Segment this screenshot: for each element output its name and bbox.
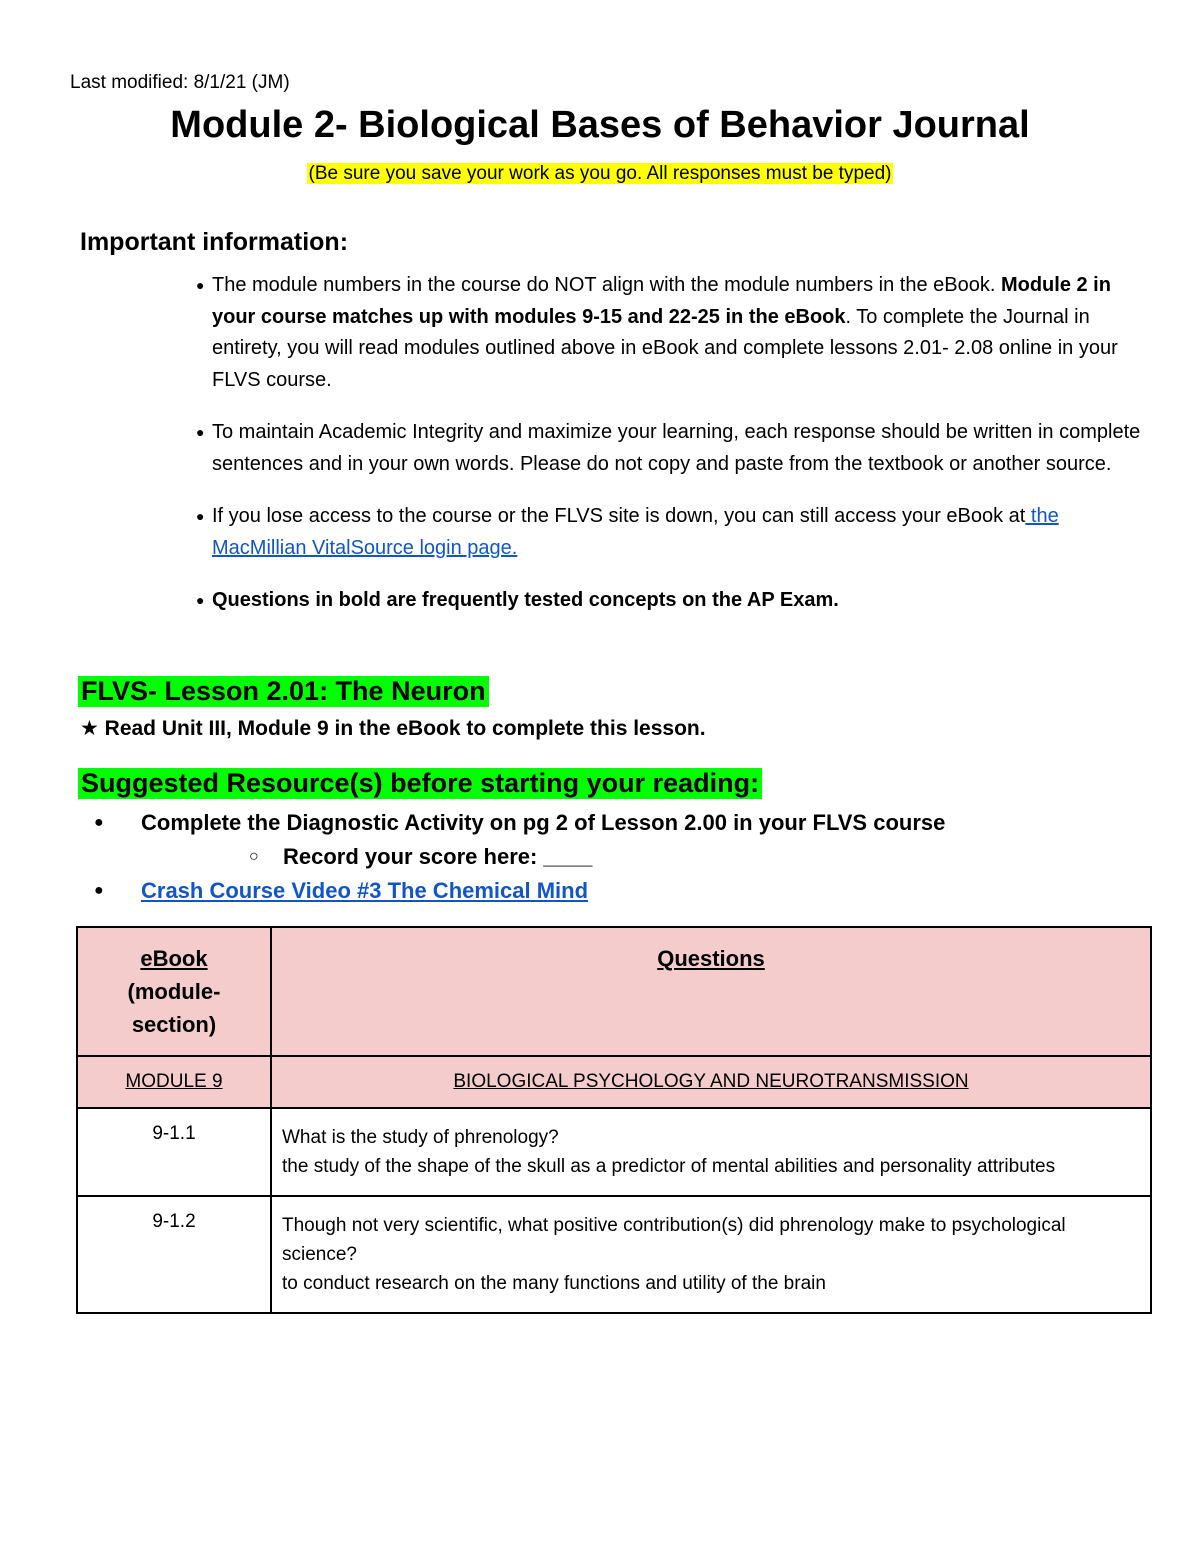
table-header-row <box>77 927 1151 1056</box>
suggested-heading: Suggested Resource(s) before starting your reading: <box>78 768 762 799</box>
bullet-bold-text: Module 2 in your course matches up with modules 9-15 and 22-25 in the eBook <box>212 274 1111 328</box>
subtitle: (Be sure you save your work as you go. All responses must be typed) <box>308 163 892 184</box>
important-heading: Important information: <box>80 228 349 256</box>
lesson-heading: FLVS- Lesson 2.01: The Neuron <box>78 676 489 707</box>
module-row <box>77 1056 1151 1108</box>
section-cell: 9-1.1 <box>77 1108 271 1196</box>
list-item <box>196 417 1156 480</box>
important-list <box>196 270 1156 638</box>
bullet-text: Questions in bold are frequently tested concepts on the AP Exam. <box>212 589 839 611</box>
read-instruction: ★ Read Unit III, Module 9 in the eBook to complete this lesson. <box>80 717 706 740</box>
item-text: Complete the Diagnostic Activity on pg 2 of Lesson 2.00 in your FLVS course <box>141 810 946 835</box>
section-cell: 9-1.2 <box>77 1196 271 1313</box>
suggested-list <box>94 806 945 908</box>
bullet-icon: ● <box>196 592 205 608</box>
module-title-cell <box>271 1056 1151 1108</box>
list-item <box>196 501 1156 564</box>
bullet-icon: ● <box>196 508 205 524</box>
module-title: BIOLOGICAL PSYCHOLOGY AND NEUROTRANSMISSION <box>453 1071 969 1092</box>
bullet-text: To maintain Academic Integrity and maximize your learning, each response should be written in complete sentences and in your own words. Please do not copy and paste from the textbook or another source. <box>212 421 1141 475</box>
bullet-icon: ● <box>94 814 104 831</box>
question-cell[interactable] <box>271 1108 1151 1196</box>
list-item <box>196 585 1156 617</box>
questions-table <box>76 926 1152 1314</box>
header-ebook-sub: (module-section) <box>127 979 221 1037</box>
list-item <box>94 874 945 908</box>
module-label: MODULE 9 <box>125 1071 223 1092</box>
header-ebook-label: eBook <box>140 946 208 971</box>
bullet-icon: ● <box>196 277 205 293</box>
list-subitem <box>94 840 945 874</box>
list-item <box>94 806 945 840</box>
header-questions-label: Questions <box>657 946 765 971</box>
question-cell[interactable] <box>271 1196 1151 1313</box>
circle-bullet-icon: ○ <box>249 848 259 865</box>
table-row <box>77 1108 1151 1196</box>
bullet-icon: ● <box>94 882 104 899</box>
subtitle-wrap <box>0 163 1200 185</box>
bullet-text: If you lose access to the course or the FLVS site is down, you can still access your eBook at <box>212 505 1026 527</box>
question-text: Though not very scientific, what positive contribution(s) did phrenology make to psychological science? <box>282 1215 1066 1265</box>
bullet-text: The module numbers in the course do NOT align with the module numbers in the eBook. <box>212 274 996 296</box>
vitalsource-link[interactable]: the MacMillian VitalSource login page. <box>212 505 1059 559</box>
last-modified: Last modified: 8/1/21 (JM) <box>70 72 290 93</box>
list-item <box>196 270 1156 396</box>
crash-course-link[interactable]: Crash Course Video #3 The Chemical Mind <box>141 878 589 903</box>
bullet-icon: ● <box>196 424 205 440</box>
module-label-cell <box>77 1056 271 1108</box>
header-ebook <box>77 927 271 1056</box>
bullet-text: . To complete the Journal in entirety, you will read modules outlined above in eBook and complete lessons 2.01- 2.08 online in your FLVS course. <box>212 305 1118 391</box>
question-text: What is the study of phrenology? <box>282 1127 559 1148</box>
header-questions <box>271 927 1151 1056</box>
page-title: Module 2- Biological Bases of Behavior Journal <box>170 104 1030 146</box>
answer-text[interactable]: the study of the shape of the skull as a predictor of mental abilities and personality attributes <box>282 1156 1056 1177</box>
answer-text[interactable]: to conduct research on the many functions and utility of the brain <box>282 1273 826 1294</box>
score-prompt: Record your score here: ____ <box>283 844 593 869</box>
table-row <box>77 1196 1151 1313</box>
